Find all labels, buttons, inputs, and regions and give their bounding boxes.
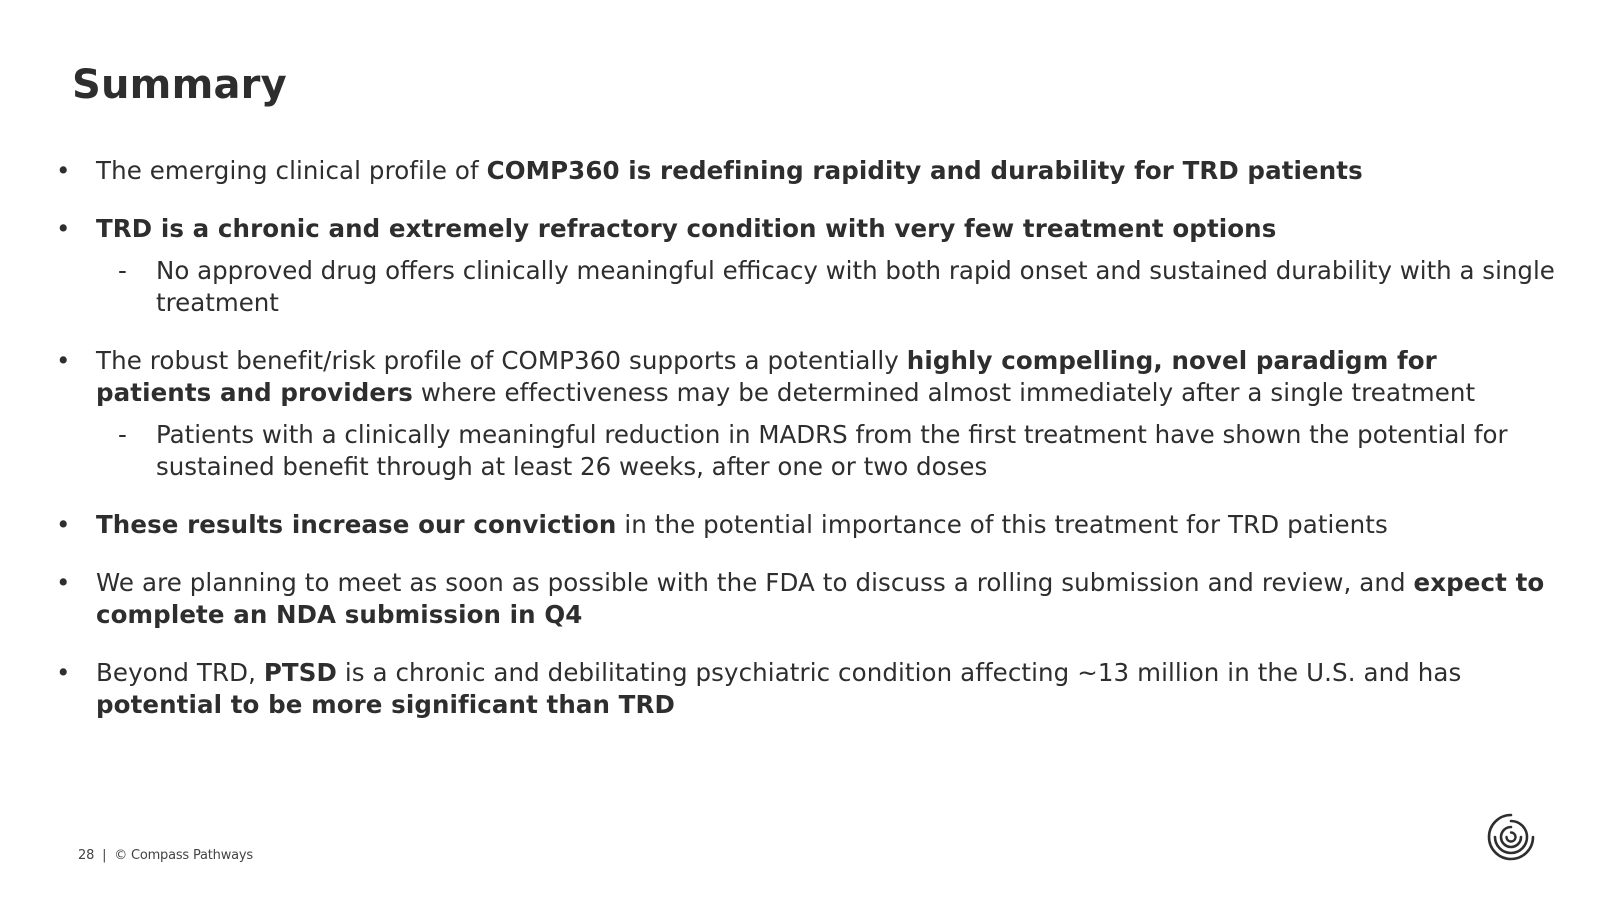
bullet-2: [56, 213, 1556, 245]
bullet-6: [56, 657, 1556, 721]
bullet-text-bold: expect to complete an NDA submission in Q4: [96, 568, 1545, 629]
bullet-text-part: is a chronic and debilitating psychiatric condition affecting ~13 million in the U.S. and has: [336, 658, 1462, 687]
bullet-text-part: Beyond TRD,: [96, 658, 264, 687]
bullet-text: [96, 658, 1461, 719]
bullet-dot: •: [56, 214, 71, 243]
sub-bullet-2: [56, 255, 1556, 319]
bullet-text-bold: COMP360 is redefining rapidity and durability for TRD patients: [486, 156, 1363, 185]
bullet-text-part: where effectiveness may be determined almost immediately after a single treatment: [412, 378, 1476, 407]
bullet-text: [96, 156, 1363, 185]
bullet-dot: •: [56, 346, 71, 375]
bullet-1: [56, 155, 1556, 187]
bullet-text-part: in the potential importance of this treatment for TRD patients: [616, 510, 1388, 539]
bullet-dot: •: [56, 156, 71, 185]
sub-bullet-dash: -: [118, 256, 127, 285]
compass-pathways-logo-icon: [1486, 812, 1536, 862]
copyright-text: © Compass Pathways: [114, 848, 253, 863]
bullet-text-bold: highly compelling, novel paradigm for patients and providers: [96, 346, 1437, 407]
bullet-text: [96, 346, 1475, 407]
bullet-text-bold: TRD is a chronic and extremely refractory condition with very few treatment options: [96, 214, 1277, 243]
sub-bullet-text: Patients with a clinically meaningful reduction in MADRS from the first treatment have shown the potential for sustained benefit through at least 26 weeks, after one or two doses: [156, 420, 1508, 481]
summary-bullet-list: [56, 155, 1556, 747]
footer-separator: |: [102, 848, 107, 863]
bullet-text-part: The emerging clinical profile of: [96, 156, 487, 185]
bullet-dot: •: [56, 658, 71, 687]
bullet-5: [56, 567, 1556, 631]
sub-bullet-dash: -: [118, 420, 127, 449]
bullet-text-part: The robust benefit/risk profile of COMP360 supports a potentially: [96, 346, 907, 375]
sub-bullet-3: [56, 419, 1556, 483]
bullet-dot: •: [56, 510, 71, 539]
slide-footer: [78, 848, 253, 863]
page-number: 28: [78, 848, 95, 863]
bullet-text-bold: These results increase our conviction: [96, 510, 617, 539]
sub-bullet-text: No approved drug offers clinically meaningful efficacy with both rapid onset and sustained durability with a single treatment: [156, 256, 1555, 317]
bullet-dot: •: [56, 568, 71, 597]
bullet-3: [56, 345, 1556, 409]
slide-title: Summary: [72, 62, 287, 108]
bullet-4: [56, 509, 1556, 541]
bullet-text-bold: PTSD: [263, 658, 337, 687]
bullet-text-bold: potential to be more significant than TRD: [96, 690, 675, 719]
bullet-text: [96, 568, 1544, 629]
bullet-text: [96, 510, 1388, 539]
bullet-text-part: We are planning to meet as soon as possible with the FDA to discuss a rolling submission and review, and: [96, 568, 1414, 597]
bullet-text: [96, 214, 1276, 243]
